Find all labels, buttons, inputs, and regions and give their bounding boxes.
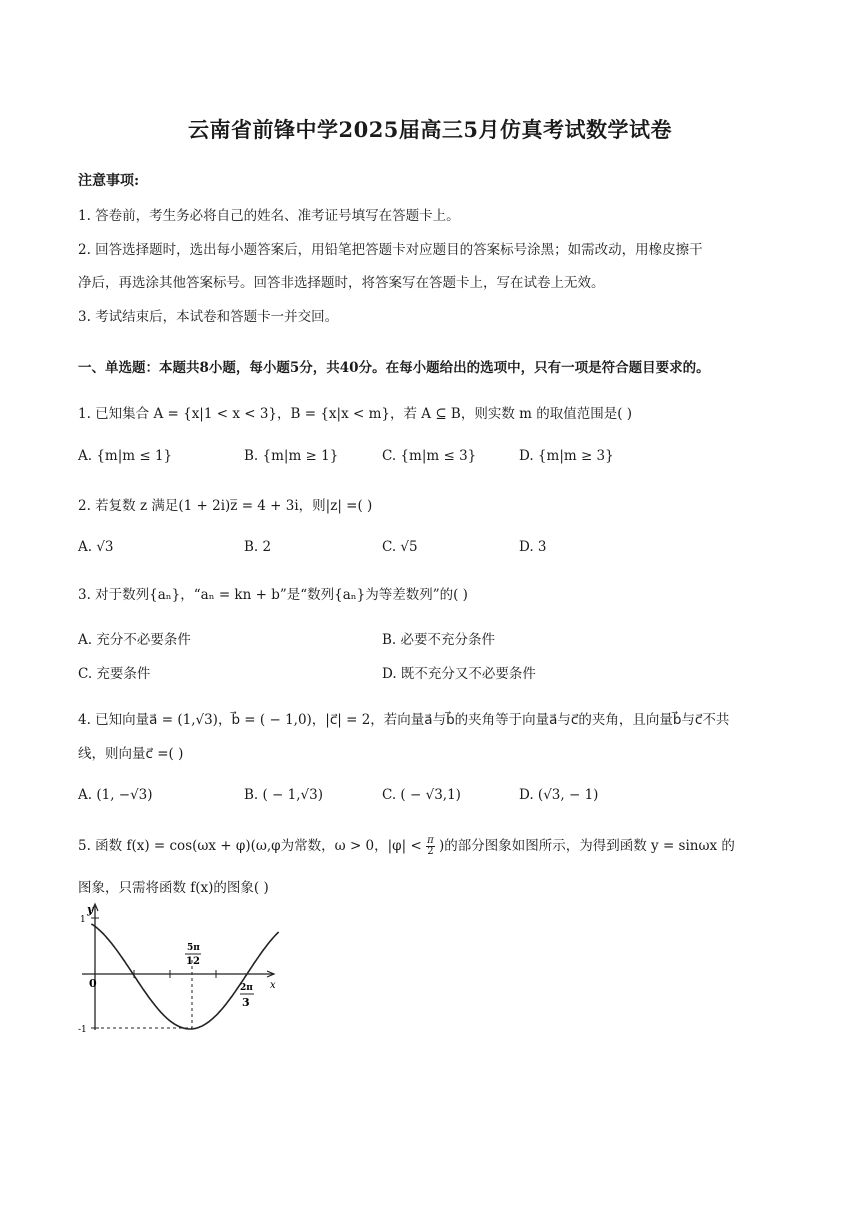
question-1-option-c: C. {m|m ≤ 3} [382,448,477,464]
question-5-fraction-numerator: π [427,835,434,846]
y-label-bottom: -1 [78,1025,87,1035]
question-2-option-d: D. 3 [519,539,547,555]
origin-label: 0 [89,977,97,990]
notice-item-2-continued: 净后，再选涂其他答案标号。回答非选择题时，将答案写在答题卡上，写在试卷上无效。 [78,275,605,291]
notice-heading: 注意事项: [78,173,140,189]
question-3-option-d: D. 既不充分又不必要条件 [382,666,536,682]
question-3-stem: 3. 对于数列{aₙ}，“aₙ = kn + b”是“数列{aₙ}为等差数列”的( ) [78,587,468,603]
function-graph [74,898,286,1036]
question-3-option-a: A. 充分不必要条件 [78,632,191,648]
question-2-option-a: A. √3 [78,539,114,555]
page-title: 云南省前锋中学2025届高三5月仿真考试数学试卷 [187,117,673,142]
question-5-stem [78,834,735,857]
question-1-option-a: A. {m|m ≤ 1} [78,448,173,464]
y-label-top: 1 [80,915,86,925]
question-4-option-c: C. ( − √3,1) [382,787,461,803]
x-label-2pi-3-denominator: 3 [242,996,250,1009]
question-3-option-b: B. 必要不充分条件 [382,632,496,648]
question-1-option-d: D. {m|m ≥ 3} [519,448,614,464]
question-1-stem: 1. 已知集合 A = {x|1 < x < 3}，B = {x|x < m}，若 A ⊆ B，则实数 m 的取值范围是( ) [78,406,633,422]
question-2-option-c: C. √5 [382,539,418,555]
question-5-stem-continued: 图象，只需将函数 f(x)的图象( ) [78,880,269,896]
question-5-fraction-denominator: 2 [427,846,434,857]
notice-item-3: 3. 考试结束后，本试卷和答题卡一并交回。 [78,309,339,325]
x-label-5pi-12-denominator: 12 [186,956,200,967]
question-5-stem-part-a: 5. 函数 f(x) = cos(ωx + φ)(ω,φ为常数，ω > 0，|φ| < [78,838,422,854]
x-axis-label: x [270,980,276,991]
y-axis-label: y [87,903,94,916]
notice-item-1: 1. 答卷前，考生务必将自己的姓名、准考证号填写在答题卡上。 [78,208,460,224]
x-label-5pi-12-numerator: 5π [187,943,200,953]
cosine-curve [91,924,278,1029]
notice-item-2: 2. 回答选择题时，选出每小题答案后，用铅笔把答题卡对应题目的答案标号涂黑；如需改动，用橡皮擦干 [78,242,703,258]
question-3-option-c: C. 充要条件 [78,666,151,682]
question-5-fraction [426,836,435,857]
question-5-stem-part-b: )的部分图象如图所示，为得到函数 y = sinωx 的 [438,838,735,854]
question-2-stem: 2. 若复数 z 满足(1 + 2i)z̅ = 4 + 3i，则|z| =( ) [78,498,373,514]
question-4-stem: 4. 已知向量a⃗ = (1,√3)，b⃗ = ( − 1,0)，|c⃗| = 2，若向量a⃗与b⃗的夹角等于向量a⃗与c⃗的夹角，且向量b⃗与c⃗不共 [78,712,730,728]
question-4-option-b: B. ( − 1,√3) [244,787,324,803]
question-4-stem-continued: 线，则向量c⃗ =( ) [78,746,184,762]
question-2-option-b: B. 2 [244,539,272,555]
section-heading: 一、单选题：本题共8小题，每小题5分，共40分。在每小题给出的选项中，只有一项是符合题目要求的。 [78,360,710,376]
question-4-option-a: A. (1, −√3) [78,787,153,803]
question-1-option-b: B. {m|m ≥ 1} [244,448,339,464]
question-4-option-d: D. (√3, − 1) [519,787,599,803]
x-label-2pi-3-numerator: 2π [240,983,253,993]
